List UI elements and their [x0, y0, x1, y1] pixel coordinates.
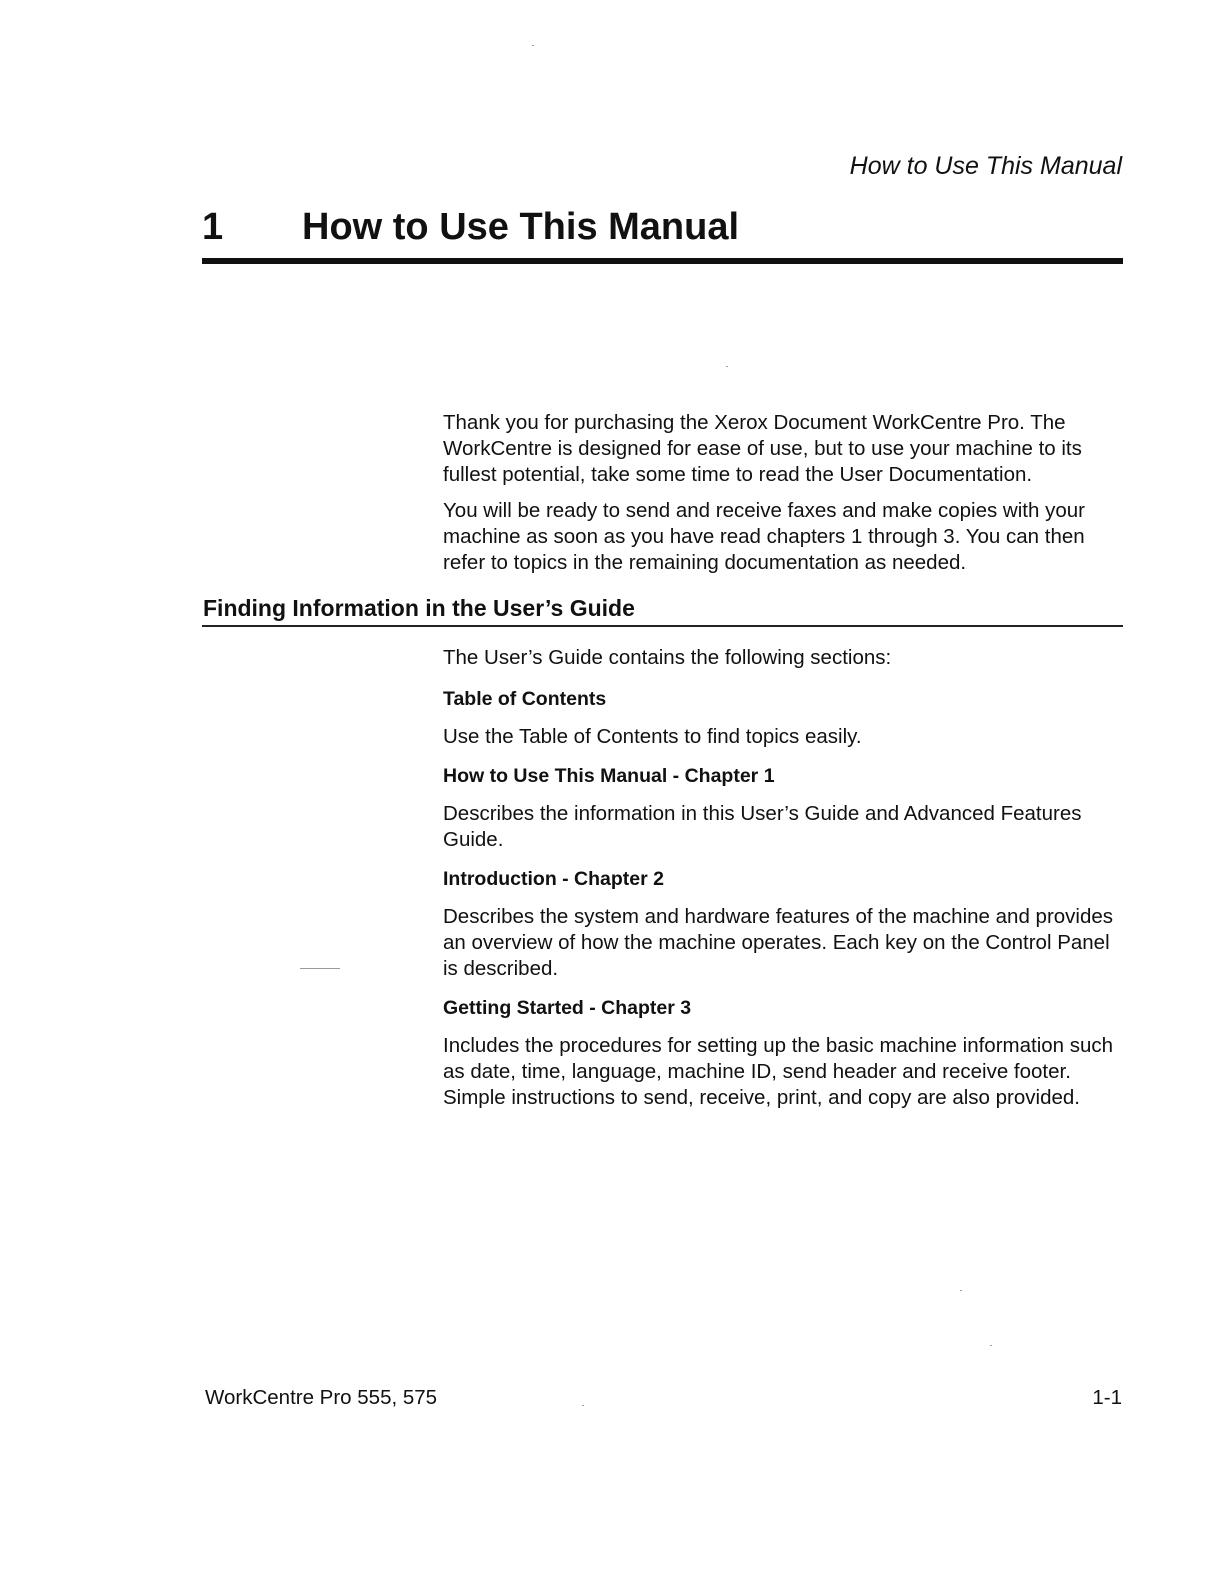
- chapter-rule: [202, 258, 1123, 264]
- scan-speck: [582, 1405, 584, 1406]
- entry-description: Describes the system and hardware features of the machine and provides an overview of how the machine operates. Each key on the Control Panel is described.: [443, 905, 1114, 980]
- entry-description: Describes the information in this User’s Guide and Advanced Features Guide.: [443, 802, 1082, 851]
- section-heading: Finding Information in the User’s Guide: [203, 595, 635, 621]
- section-entry: [443, 763, 1123, 853]
- intro-paragraph: You will be ready to send and receive faxes and make copies with your machine as soon as you have read chapters 1 through 3. You can then refer to topics in the remaining documentation as needed.: [443, 499, 1085, 574]
- scan-speck: [300, 968, 340, 969]
- entry-title: Introduction - Chapter 2: [443, 868, 664, 890]
- footer-page-number: 1-1: [1092, 1386, 1122, 1409]
- scan-speck: [532, 45, 534, 46]
- scan-speck: [990, 1345, 992, 1346]
- entry-description: Use the Table of Contents to find topics easily.: [443, 725, 862, 748]
- intro-paragraph: Thank you for purchasing the Xerox Document WorkCentre Pro. The WorkCentre is designed for ease of use, but to use your machine to its fullest potential, take some time to read the User Documentation.: [443, 411, 1082, 486]
- entry-title: How to Use This Manual - Chapter 1: [443, 765, 775, 787]
- sections-lead: The User’s Guide contains the following sections:: [443, 646, 892, 669]
- chapter-heading: [202, 202, 1122, 256]
- scan-speck: [726, 366, 728, 367]
- entry-title: Table of Contents: [443, 688, 607, 710]
- scan-speck: [960, 1290, 962, 1291]
- section-rule: [202, 625, 1123, 627]
- section-entry: [443, 686, 1123, 750]
- footer-product: WorkCentre Pro 555, 575: [205, 1386, 438, 1409]
- sections-list: [443, 645, 1123, 1124]
- running-header: How to Use This Manual: [849, 152, 1122, 180]
- section-entry: [443, 995, 1123, 1111]
- chapter-title: How to Use This Manual: [302, 206, 740, 248]
- entry-description: Includes the procedures for setting up the basic machine information such as date, time, language, machine ID, send header and receive footer. Simple instructions to send, receive, print, and copy are also provided.: [443, 1034, 1114, 1109]
- entry-title: Getting Started - Chapter 3: [443, 997, 692, 1019]
- section-entry: [443, 866, 1123, 982]
- chapter-number: 1: [202, 206, 224, 248]
- intro-section: [443, 410, 1123, 586]
